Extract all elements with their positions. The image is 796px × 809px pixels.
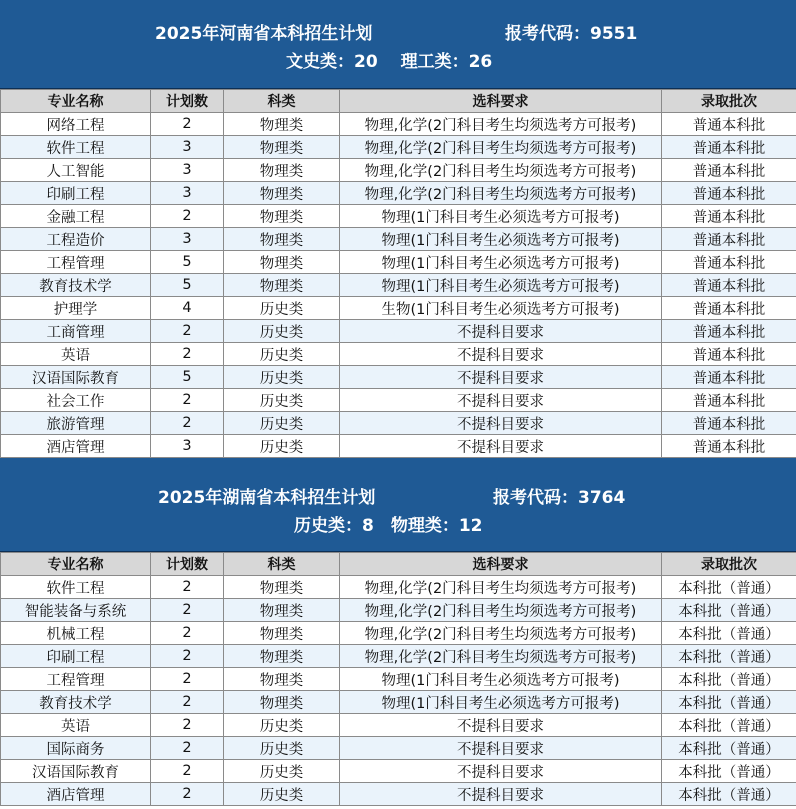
cell-plan-count: 2 bbox=[151, 714, 224, 737]
cell-batch: 普通本科批 bbox=[662, 251, 796, 274]
column-header-major: 专业名称 bbox=[1, 553, 151, 576]
hunan-table bbox=[0, 552, 796, 806]
cell-subject-requirement: 不提科目要求 bbox=[340, 783, 662, 806]
cell-batch: 本科批（普通） bbox=[662, 783, 796, 806]
cell-plan-count: 2 bbox=[151, 343, 224, 366]
cell-category: 物理类 bbox=[224, 274, 340, 297]
cell-major: 网络工程 bbox=[1, 113, 151, 136]
cell-batch: 普通本科批 bbox=[662, 297, 796, 320]
table-row bbox=[1, 228, 796, 251]
hunan-section bbox=[0, 458, 796, 806]
cell-major: 工程管理 bbox=[1, 251, 151, 274]
cell-major: 英语 bbox=[1, 343, 151, 366]
table-row bbox=[1, 343, 796, 366]
cell-category: 物理类 bbox=[224, 645, 340, 668]
hunan-table-body bbox=[1, 576, 796, 806]
table-row bbox=[1, 182, 796, 205]
henan-header bbox=[0, 0, 796, 89]
cell-category: 历史类 bbox=[224, 412, 340, 435]
hunan-quota: 历史类：8 物理类：12 bbox=[294, 516, 483, 536]
table-row bbox=[1, 645, 796, 668]
cell-subject-requirement: 物理,化学(2门科目考生均须选考方可报考) bbox=[340, 136, 662, 159]
henan-quota: 文史类：20 理工类：26 bbox=[286, 52, 493, 72]
table-row bbox=[1, 136, 796, 159]
cell-subject-requirement: 物理(1门科目考生必须选考方可报考) bbox=[340, 228, 662, 251]
table-row bbox=[1, 251, 796, 274]
cell-batch: 普通本科批 bbox=[662, 343, 796, 366]
table-row bbox=[1, 783, 796, 806]
cell-category: 历史类 bbox=[224, 366, 340, 389]
cell-major: 教育技术学 bbox=[1, 274, 151, 297]
cell-major: 印刷工程 bbox=[1, 182, 151, 205]
cell-category: 物理类 bbox=[224, 159, 340, 182]
cell-major: 汉语国际教育 bbox=[1, 760, 151, 783]
cell-batch: 本科批（普通） bbox=[662, 737, 796, 760]
cell-batch: 本科批（普通） bbox=[662, 622, 796, 645]
cell-plan-count: 2 bbox=[151, 412, 224, 435]
cell-subject-requirement: 物理,化学(2门科目考生均须选考方可报考) bbox=[340, 645, 662, 668]
column-header-category: 科类 bbox=[224, 553, 340, 576]
table-row bbox=[1, 435, 796, 458]
cell-major: 软件工程 bbox=[1, 576, 151, 599]
cell-plan-count: 2 bbox=[151, 783, 224, 806]
cell-plan-count: 3 bbox=[151, 435, 224, 458]
cell-category: 物理类 bbox=[224, 228, 340, 251]
column-header-category: 科类 bbox=[224, 90, 340, 113]
cell-batch: 普通本科批 bbox=[662, 136, 796, 159]
cell-plan-count: 2 bbox=[151, 389, 224, 412]
cell-subject-requirement: 不提科目要求 bbox=[340, 435, 662, 458]
column-header-subject-requirement: 选科要求 bbox=[340, 553, 662, 576]
hunan-header bbox=[0, 458, 796, 552]
cell-major: 国际商务 bbox=[1, 737, 151, 760]
cell-batch: 普通本科批 bbox=[662, 274, 796, 297]
cell-batch: 普通本科批 bbox=[662, 228, 796, 251]
cell-major: 教育技术学 bbox=[1, 691, 151, 714]
cell-subject-requirement: 物理(1门科目考生必须选考方可报考) bbox=[340, 274, 662, 297]
cell-category: 历史类 bbox=[224, 783, 340, 806]
column-header-plan-count: 计划数 bbox=[151, 553, 224, 576]
cell-subject-requirement: 物理,化学(2门科目考生均须选考方可报考) bbox=[340, 182, 662, 205]
cell-category: 历史类 bbox=[224, 435, 340, 458]
cell-category: 物理类 bbox=[224, 691, 340, 714]
cell-subject-requirement: 物理,化学(2门科目考生均须选考方可报考) bbox=[340, 576, 662, 599]
cell-plan-count: 5 bbox=[151, 366, 224, 389]
cell-batch: 普通本科批 bbox=[662, 113, 796, 136]
table-row bbox=[1, 668, 796, 691]
cell-batch: 普通本科批 bbox=[662, 435, 796, 458]
cell-batch: 本科批（普通） bbox=[662, 714, 796, 737]
cell-category: 历史类 bbox=[224, 389, 340, 412]
cell-plan-count: 2 bbox=[151, 760, 224, 783]
cell-category: 物理类 bbox=[224, 668, 340, 691]
cell-category: 历史类 bbox=[224, 320, 340, 343]
column-header-major: 专业名称 bbox=[1, 90, 151, 113]
cell-plan-count: 2 bbox=[151, 113, 224, 136]
cell-plan-count: 2 bbox=[151, 576, 224, 599]
cell-category: 物理类 bbox=[224, 136, 340, 159]
cell-batch: 普通本科批 bbox=[662, 366, 796, 389]
cell-major: 人工智能 bbox=[1, 159, 151, 182]
cell-subject-requirement: 物理(1门科目考生必须选考方可报考) bbox=[340, 691, 662, 714]
cell-major: 汉语国际教育 bbox=[1, 366, 151, 389]
cell-plan-count: 4 bbox=[151, 297, 224, 320]
cell-category: 历史类 bbox=[224, 297, 340, 320]
cell-major: 机械工程 bbox=[1, 622, 151, 645]
cell-batch: 普通本科批 bbox=[662, 389, 796, 412]
cell-batch: 普通本科批 bbox=[662, 159, 796, 182]
cell-batch: 本科批（普通） bbox=[662, 576, 796, 599]
cell-major: 工商管理 bbox=[1, 320, 151, 343]
column-header-batch: 录取批次 bbox=[662, 553, 796, 576]
cell-plan-count: 2 bbox=[151, 599, 224, 622]
cell-plan-count: 5 bbox=[151, 251, 224, 274]
cell-batch: 本科批（普通） bbox=[662, 645, 796, 668]
table-row bbox=[1, 159, 796, 182]
cell-subject-requirement: 不提科目要求 bbox=[340, 760, 662, 783]
cell-subject-requirement: 物理(1门科目考生必须选考方可报考) bbox=[340, 668, 662, 691]
cell-batch: 本科批（普通） bbox=[662, 691, 796, 714]
cell-subject-requirement: 物理,化学(2门科目考生均须选考方可报考) bbox=[340, 599, 662, 622]
cell-category: 物理类 bbox=[224, 205, 340, 228]
cell-major: 英语 bbox=[1, 714, 151, 737]
henan-code: 报考代码：9551 bbox=[505, 24, 638, 44]
table-row bbox=[1, 320, 796, 343]
cell-major: 智能装备与系统 bbox=[1, 599, 151, 622]
hunan-title: 2025年湖南省本科招生计划 bbox=[158, 488, 376, 508]
cell-category: 物理类 bbox=[224, 599, 340, 622]
table-row bbox=[1, 274, 796, 297]
table-row bbox=[1, 737, 796, 760]
cell-category: 物理类 bbox=[224, 182, 340, 205]
cell-category: 物理类 bbox=[224, 251, 340, 274]
cell-subject-requirement: 不提科目要求 bbox=[340, 366, 662, 389]
cell-subject-requirement: 物理,化学(2门科目考生均须选考方可报考) bbox=[340, 159, 662, 182]
cell-subject-requirement: 不提科目要求 bbox=[340, 412, 662, 435]
cell-plan-count: 3 bbox=[151, 228, 224, 251]
table-row bbox=[1, 599, 796, 622]
column-header-batch: 录取批次 bbox=[662, 90, 796, 113]
cell-subject-requirement: 不提科目要求 bbox=[340, 737, 662, 760]
cell-category: 物理类 bbox=[224, 622, 340, 645]
table-row bbox=[1, 714, 796, 737]
cell-major: 护理学 bbox=[1, 297, 151, 320]
cell-subject-requirement: 物理(1门科目考生必须选考方可报考) bbox=[340, 251, 662, 274]
cell-major: 工程造价 bbox=[1, 228, 151, 251]
cell-subject-requirement: 不提科目要求 bbox=[340, 343, 662, 366]
henan-table-body bbox=[1, 113, 796, 458]
table-row bbox=[1, 622, 796, 645]
table-row bbox=[1, 691, 796, 714]
table-row bbox=[1, 113, 796, 136]
cell-plan-count: 2 bbox=[151, 320, 224, 343]
cell-category: 历史类 bbox=[224, 714, 340, 737]
cell-plan-count: 2 bbox=[151, 205, 224, 228]
cell-category: 物理类 bbox=[224, 113, 340, 136]
cell-plan-count: 2 bbox=[151, 645, 224, 668]
cell-batch: 本科批（普通） bbox=[662, 760, 796, 783]
cell-batch: 本科批（普通） bbox=[662, 599, 796, 622]
cell-major: 金融工程 bbox=[1, 205, 151, 228]
table-row bbox=[1, 389, 796, 412]
cell-batch: 普通本科批 bbox=[662, 205, 796, 228]
cell-major: 软件工程 bbox=[1, 136, 151, 159]
cell-plan-count: 2 bbox=[151, 737, 224, 760]
cell-batch: 本科批（普通） bbox=[662, 668, 796, 691]
cell-batch: 普通本科批 bbox=[662, 412, 796, 435]
henan-title: 2025年河南省本科招生计划 bbox=[155, 24, 373, 44]
hunan-header-row bbox=[1, 553, 796, 576]
cell-plan-count: 3 bbox=[151, 136, 224, 159]
cell-plan-count: 2 bbox=[151, 691, 224, 714]
cell-subject-requirement: 物理(1门科目考生必须选考方可报考) bbox=[340, 205, 662, 228]
cell-category: 历史类 bbox=[224, 737, 340, 760]
table-row bbox=[1, 412, 796, 435]
cell-subject-requirement: 不提科目要求 bbox=[340, 714, 662, 737]
cell-major: 酒店管理 bbox=[1, 783, 151, 806]
cell-subject-requirement: 物理,化学(2门科目考生均须选考方可报考) bbox=[340, 113, 662, 136]
table-row bbox=[1, 760, 796, 783]
cell-category: 历史类 bbox=[224, 343, 340, 366]
cell-major: 工程管理 bbox=[1, 668, 151, 691]
cell-major: 酒店管理 bbox=[1, 435, 151, 458]
cell-category: 历史类 bbox=[224, 760, 340, 783]
hunan-code: 报考代码：3764 bbox=[493, 488, 626, 508]
cell-plan-count: 3 bbox=[151, 159, 224, 182]
cell-plan-count: 2 bbox=[151, 622, 224, 645]
cell-batch: 普通本科批 bbox=[662, 320, 796, 343]
cell-plan-count: 2 bbox=[151, 668, 224, 691]
table-row bbox=[1, 576, 796, 599]
cell-subject-requirement: 物理,化学(2门科目考生均须选考方可报考) bbox=[340, 622, 662, 645]
cell-subject-requirement: 生物(1门科目考生必须选考方可报考) bbox=[340, 297, 662, 320]
henan-table bbox=[0, 89, 796, 458]
henan-header-row bbox=[1, 90, 796, 113]
table-row bbox=[1, 205, 796, 228]
cell-plan-count: 3 bbox=[151, 182, 224, 205]
column-header-plan-count: 计划数 bbox=[151, 90, 224, 113]
cell-major: 印刷工程 bbox=[1, 645, 151, 668]
cell-batch: 普通本科批 bbox=[662, 182, 796, 205]
cell-major: 旅游管理 bbox=[1, 412, 151, 435]
table-row bbox=[1, 366, 796, 389]
cell-plan-count: 5 bbox=[151, 274, 224, 297]
cell-major: 社会工作 bbox=[1, 389, 151, 412]
table-row bbox=[1, 297, 796, 320]
cell-subject-requirement: 不提科目要求 bbox=[340, 389, 662, 412]
cell-category: 物理类 bbox=[224, 576, 340, 599]
cell-subject-requirement: 不提科目要求 bbox=[340, 320, 662, 343]
column-header-subject-requirement: 选科要求 bbox=[340, 90, 662, 113]
